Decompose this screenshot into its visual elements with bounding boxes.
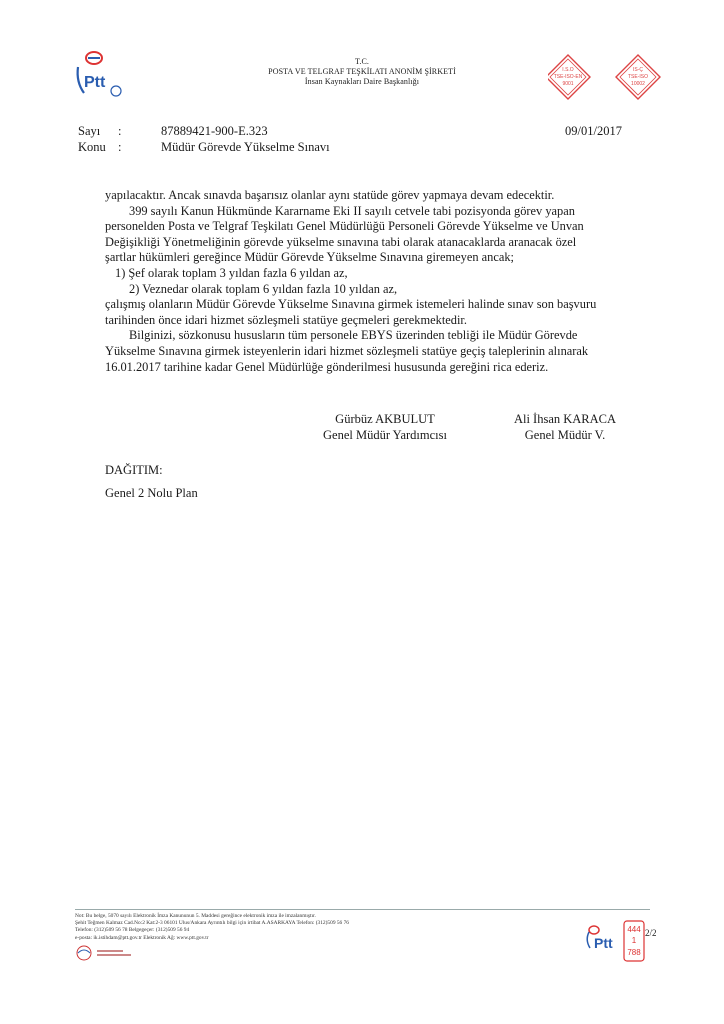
body-line: yapılacaktır. Ancak sınavda başarısız olanlar aynı statüde görev yapmaya devam edecektir. [105, 188, 555, 202]
signature-right [490, 411, 640, 443]
svg-text:1: 1 [631, 936, 637, 945]
body-line: 16.01.2017 tarihine kadar Genel Müdürlüğe gönderilmesi hususunda gereğini rica ederiz. [105, 359, 549, 374]
body-line: Bilginizi, sözkonusu hususların tüm personele EBYS üzerinden tebliği ile Müdür Görevde [129, 328, 578, 343]
body-line: çalışmış olanların Müdür Görevde Yükselme Sınavına girmek istemeleri halinde sınav son başvuru [105, 297, 597, 312]
header-department: İnsan Kaynakları Daire Başkanlığı [304, 77, 420, 86]
svg-text:788: 788 [627, 948, 641, 957]
svg-text:Ptt: Ptt [84, 74, 106, 91]
body-list-item: 2) Veznedar olarak toplam 6 yıldan fazla 10 yıldan az, [129, 281, 398, 296]
header-country: T.C. [354, 57, 370, 66]
distribution-value: Genel 2 Nolu Plan [105, 486, 198, 500]
body-line: şartlar hükümleri gereğince Müdür Görevde Yükselme Sınavına giremeyen ancak; [105, 250, 514, 265]
svg-text:I.S.O: I.S.O [562, 67, 574, 73]
signer-name: Ali İhsan KARACA [513, 412, 617, 426]
konu-label: Konu [78, 140, 106, 154]
ptt-wordmark: Ptt [594, 935, 613, 951]
footer-line: e-posta: ik.istihdam@ptt.gov.tr Elektronik Ağ: www.ptt.gov.tr [75, 934, 209, 941]
svg-text:TSE-ISO-EN: TSE-ISO-EN [553, 74, 583, 80]
signature-left [300, 411, 470, 443]
footer-line: Telefon: (312)509 56 78 Belgegeçer: (312)509 56 94 [75, 927, 190, 934]
body-line: Değişikliği Yönetmeliğinin görevde yükselme sınavına tabi olarak atanacaklarda aranacak özel [105, 234, 577, 249]
body-line: 399 sayılı Kanun Hükmünde Kararname Eki II sayılı cetvele tabi pozisyonda görev yapan [129, 203, 575, 218]
colon: : [118, 124, 122, 138]
page-number: 2/2 [645, 928, 657, 938]
svg-text:10002: 10002 [631, 81, 645, 87]
colon: : [118, 140, 122, 154]
signer-title: Genel Müdür V. [524, 428, 606, 442]
sayi-value: 87889421-900-E.323 [161, 124, 268, 138]
signer-title: Genel Müdür Yardımcısı [323, 428, 447, 442]
distribution-label: DAĞITIM: [105, 463, 163, 477]
body-line: tarihinden önce idari hizmet sözleşmeli statüye geçmeleri gerekmektedir. [105, 312, 467, 327]
footer-info [75, 913, 545, 942]
certification-stamps [548, 52, 678, 102]
security-logo [75, 944, 165, 962]
footer-line: Not: Bu belge, 5070 sayılı Elektronik İmza Kanununun 5. Maddesi gereğince elektronik imza ile imzalanmıştır. [75, 913, 316, 919]
body-list-item: 1) Şef olarak toplam 3 yıldan fazla 6 yıldan az, [115, 265, 348, 280]
sayi-label: Sayı [78, 124, 101, 138]
signer-name: Gürbüz AKBULUT [335, 412, 435, 426]
footer-ptt-logo [580, 918, 655, 963]
header-company: POSTA VE TELGRAF TEŞKİLATI ANONİM ŞİRKETİ [268, 67, 456, 76]
letter-body [105, 188, 670, 375]
body-line: Yükselme Sınavına girmek isteyenlerin idari hizmet sözleşmeli statüye geçiş taleplerinin alınarak [105, 343, 589, 358]
footer-divider [75, 909, 650, 910]
document-date: 09/01/2017 [565, 124, 622, 138]
svg-text:9001: 9001 [562, 81, 574, 87]
konu-value: Müdür Görevde Yükselme Sınavı [161, 140, 330, 154]
svg-text:444: 444 [627, 925, 641, 934]
svg-text:IS-Ç: IS-Ç [633, 67, 643, 73]
footer-line: Şehit Teğmen Kalmaz Cad.No:2 Kat:2-3 06101 Ulus/Ankara Ayrıntılı bilgi için irtibat A.ASARKAYA Telefon: (312)509 56 76 [75, 920, 349, 927]
body-line: personelden Posta ve Telgraf Teşkilatı Genel Müdürlüğü Personeli Görevde Yükselme ve Unvan [105, 219, 584, 234]
svg-text:TSE-ISO: TSE-ISO [627, 74, 649, 80]
